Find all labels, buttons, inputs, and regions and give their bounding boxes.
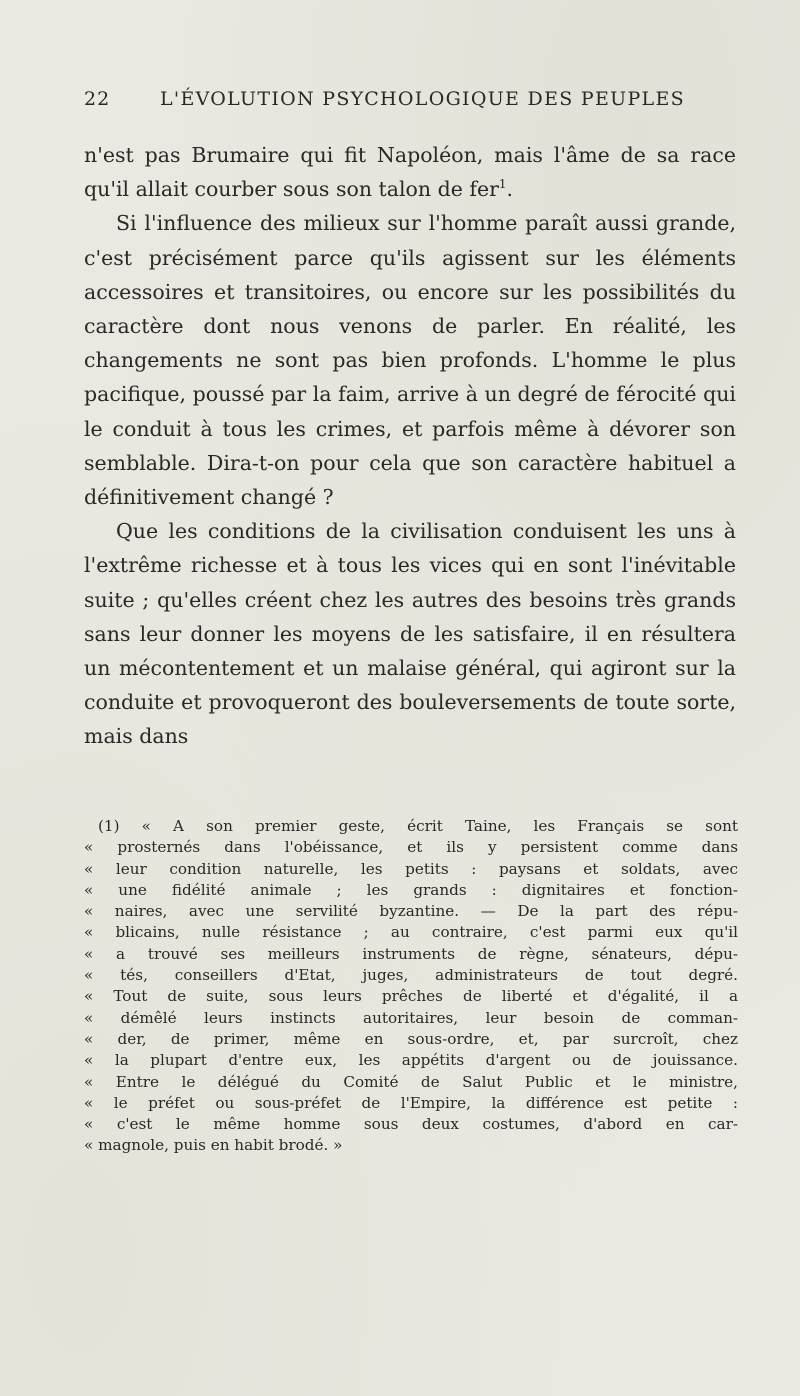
- footnote-line: (1) « A son premier geste, écrit Taine, les Français se sont: [98, 817, 738, 835]
- footnote-line: « prosternés dans l'obéissance, et ils y persistent comme dans: [84, 838, 738, 857]
- paragraph: Que les conditions de la civilisation conduisent les uns à l'extrême richesse et à tous les vices qui en sont l'inévitable suite ; qu'elles créent chez les autres des besoins très grands sans leur donner les moyens de les satisfaire, il en résultera un mécontentement et un malaise général, qui agiront sur la conduite et provoqueront des bouleversements de toute sorte, mais dans: [84, 519, 736, 749]
- footnote-line: « c'est le même homme sous deux costumes, d'abord en car-: [84, 1115, 738, 1134]
- footnote: [84, 816, 738, 1157]
- footnote-line: « une fidélité animale ; les grands : dignitaires et fonction-: [84, 880, 738, 899]
- footnote-line: « Entre le délégué du Comité de Salut Public et le ministre,: [84, 1072, 738, 1091]
- footnote-line: « naires, avec une servilité byzantine. — De la part des répu-: [84, 902, 738, 921]
- footnote-line: « la plupart d'entre eux, les appétits d'argent ou de jouissance.: [84, 1051, 738, 1070]
- footnote-line: « tés, conseillers d'Etat, juges, administrateurs de tout degré.: [84, 966, 738, 985]
- paragraph-end-punctuation: .: [506, 177, 514, 202]
- footnote-line: « démêlé leurs instincts autoritaires, leur besoin de comman-: [84, 1008, 738, 1027]
- footnote-line: « leur condition naturelle, les petits : paysans et soldats, avec: [84, 859, 738, 878]
- running-title: L'ÉVOLUTION PSYCHOLOGIQUE DES PEUPLES: [160, 88, 685, 110]
- footnote-line: « a trouvé ses meilleurs instruments de règne, sénateurs, dépu-: [84, 944, 738, 963]
- page-number: 22: [84, 88, 111, 110]
- paragraph: [84, 138, 736, 206]
- footnote-line: « der, de primer, même en sous-ordre, et, par surcroît, chez: [84, 1029, 738, 1048]
- paragraph-text: n'est pas Brumaire qui fit Napoléon, mais l'âme de sa race qu'il allait courber sous son talon de fer: [84, 143, 736, 202]
- footnote-line: « blicains, nulle résistance ; au contraire, c'est parmi eux qu'il: [84, 923, 738, 942]
- footnote-line: « magnole, puis en habit brodé. »: [84, 1136, 343, 1155]
- body-text: [84, 138, 736, 754]
- paragraph: Si l'influence des milieux sur l'homme paraît aussi grande, c'est précisément parce qu'ils agissent sur les éléments accessoires et transitoires, ou encore sur les possibilités du caractère dont nous venons de parler. En réalité, les changements ne sont pas bien profonds. L'homme le plus pacifique, poussé par la faim, arrive à un degré de férocité qui le conduit à tous les crimes, et parfois même à dévorer son semblable. Dira-t-on pour cela que son caractère habituel a définitivement changé ?: [84, 211, 736, 510]
- footnote-reference: 1: [498, 177, 507, 192]
- page-header: [84, 88, 734, 118]
- footnote-line: « le préfet ou sous-préfet de l'Empire, la différence est petite :: [84, 1093, 738, 1112]
- footnote-line: « Tout de suite, sous leurs prêches de liberté et d'égalité, il a: [84, 987, 738, 1006]
